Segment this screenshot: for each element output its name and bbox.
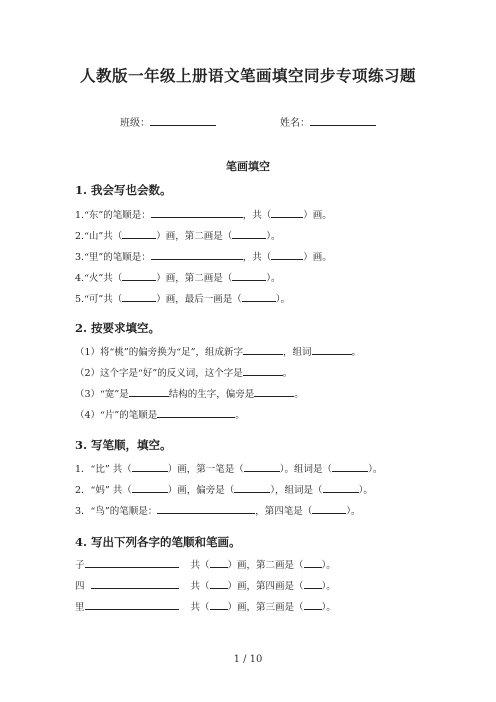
answer-blank[interactable] — [122, 228, 156, 239]
q2-text: （4）“片”的笔顺是 — [75, 410, 158, 421]
answer-blank[interactable] — [244, 461, 280, 472]
q1-text: ）。 — [266, 231, 281, 242]
q3-text: ）。 — [346, 506, 361, 517]
answer-blank[interactable] — [122, 291, 156, 302]
q2-text: ，组词 — [282, 347, 312, 358]
q1-text: ）画，最后一画是（ — [156, 294, 242, 305]
q4-text: ）画，第四画是（ — [227, 581, 304, 592]
answer-blank[interactable] — [243, 365, 283, 376]
q4-line-2 — [75, 578, 336, 593]
q1-text: ）画，第二画是（ — [156, 273, 233, 284]
q3-line-1 — [75, 461, 382, 476]
q2-heading: 2. 按要求填空。 — [75, 321, 161, 335]
q2-text: （3）“宽”是 — [75, 389, 129, 400]
answer-blank[interactable] — [132, 482, 168, 493]
answer-blank[interactable] — [271, 249, 303, 260]
q1-text: ）画，第二画是（ — [156, 231, 233, 242]
q2-text: 。 — [294, 389, 304, 400]
section-title: 笔画填空 — [226, 160, 270, 173]
q2-text: 结构的生字，偏旁是 — [168, 389, 255, 400]
q1-line-1 — [75, 207, 332, 222]
answer-blank[interactable] — [157, 407, 235, 418]
q1-line-4 — [75, 270, 281, 285]
answer-blank[interactable] — [304, 599, 322, 610]
q4-text: ）画，第三画是（ — [227, 602, 304, 613]
answer-blank[interactable] — [210, 557, 228, 568]
q1-text: ）。 — [275, 294, 291, 305]
q3-text: 1．“比” 共（ — [75, 464, 132, 475]
class-field — [120, 114, 216, 129]
q2-text: （1）将“桃”的偏旁换为“足”，组成新字 — [75, 347, 243, 358]
q3-text: 2．“妈” 共（ — [75, 485, 132, 496]
q2-text: 。 — [282, 368, 293, 379]
answer-blank[interactable] — [210, 578, 228, 589]
q3-line-2 — [75, 482, 373, 497]
class-label: 班级： — [120, 118, 150, 129]
answer-blank[interactable] — [151, 207, 243, 218]
q2-line-4 — [75, 407, 245, 422]
q1-line-2 — [75, 228, 281, 243]
q4-text: ）。 — [321, 602, 336, 613]
q1-text: 1.“东”的笔顺是： — [75, 210, 151, 221]
q3-text: ）。组词是（ — [279, 464, 333, 475]
q2-text: 。 — [235, 410, 245, 421]
class-blank[interactable] — [150, 115, 216, 126]
q4-text: ）。 — [321, 560, 336, 571]
answer-blank[interactable] — [304, 557, 322, 568]
answer-blank[interactable] — [151, 249, 243, 260]
q3-heading: 3. 写笔顺，填空。 — [75, 438, 172, 452]
name-field — [280, 114, 376, 129]
answer-blank[interactable] — [122, 270, 156, 281]
q2-line-1 — [75, 344, 361, 359]
q4-text: ）。 — [321, 581, 336, 592]
page-title: 人教版一年级上册语文笔画填空同步专项练习题 — [79, 66, 416, 85]
name-label: 姓名： — [280, 118, 310, 129]
q2-text: （2）这个字是“好”的反义词，这个字是 — [75, 368, 243, 379]
answer-blank[interactable] — [304, 578, 322, 589]
q3-text: 3．“鸟”的笔顺是： — [75, 506, 158, 517]
q4-line-1 — [75, 557, 336, 572]
answer-blank[interactable] — [232, 228, 266, 239]
q4-char: 子 — [75, 560, 85, 571]
answer-blank[interactable] — [85, 599, 179, 610]
answer-blank[interactable] — [243, 344, 283, 355]
q1-text: 5.“可”共（ — [75, 294, 123, 305]
answer-blank[interactable] — [242, 291, 276, 302]
q3-text: ）画，第一笔是（ — [167, 464, 244, 475]
q4-char: 里 — [75, 602, 85, 613]
q4-text: 共（ — [190, 602, 210, 613]
name-blank[interactable] — [310, 115, 376, 126]
q3-text: ，第四笔是（ — [255, 506, 313, 517]
answer-blank[interactable] — [132, 461, 168, 472]
q1-line-3 — [75, 249, 332, 264]
q1-text: ）画。 — [303, 210, 332, 221]
q1-text: ，共（ — [242, 210, 272, 221]
q1-line-5 — [75, 291, 290, 306]
q1-heading: 1. 我会写也会数。 — [75, 183, 172, 197]
q2-text: 。 — [351, 347, 362, 358]
answer-blank[interactable] — [129, 386, 169, 397]
q1-text: ）。 — [266, 273, 281, 284]
answer-blank[interactable] — [312, 344, 352, 355]
q3-text: ）画，偏旁是（ — [167, 485, 235, 496]
q4-char: 四 — [75, 581, 85, 592]
q2-line-2 — [75, 365, 292, 380]
answer-blank[interactable] — [210, 599, 228, 610]
q3-line-3 — [75, 503, 361, 518]
q1-text: ，共（ — [242, 252, 272, 263]
q3-text: ）。 — [358, 485, 373, 496]
q1-text: ）画。 — [303, 252, 332, 263]
q3-text: ），组词是（ — [270, 485, 323, 496]
page-number: 1 / 10 — [233, 654, 263, 665]
q4-line-3 — [75, 599, 336, 614]
q4-text: ）画，第二画是（ — [227, 560, 304, 571]
q3-text: ）。 — [368, 464, 383, 475]
q4-text: 共（ — [190, 581, 210, 592]
q1-text: 3.“里”的笔顺是： — [75, 252, 151, 263]
answer-blank[interactable] — [271, 207, 303, 218]
q4-heading: 4. 写出下列各字的笔顺和笔画。 — [75, 535, 241, 549]
answer-blank[interactable] — [91, 578, 179, 589]
q1-text: 2.“山”共（ — [75, 231, 123, 242]
answer-blank[interactable] — [312, 503, 346, 514]
answer-blank[interactable] — [323, 482, 359, 493]
answer-blank[interactable] — [85, 557, 179, 568]
q1-text: 4.“火”共（ — [75, 273, 123, 284]
q2-line-3 — [75, 386, 304, 401]
answer-blank[interactable] — [232, 270, 266, 281]
answer-blank[interactable] — [332, 461, 368, 472]
answer-blank[interactable] — [234, 482, 270, 493]
answer-blank[interactable] — [157, 503, 255, 514]
answer-blank[interactable] — [254, 386, 294, 397]
q4-text: 共（ — [190, 560, 210, 571]
